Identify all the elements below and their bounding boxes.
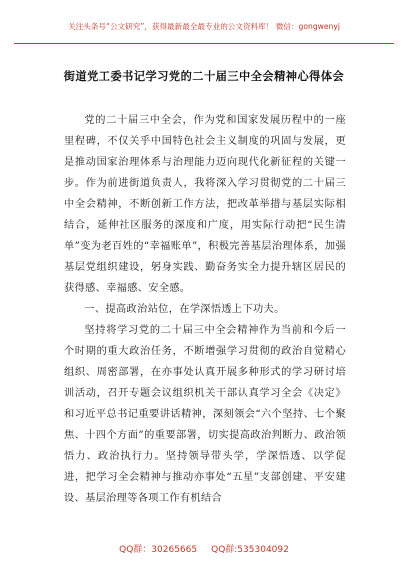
section-heading-1: 一、提高政治站位，在学深悟透上下功夫。 — [84, 304, 285, 315]
qq-group-2: QQ群:535304092 — [211, 545, 289, 555]
qq-footer — [0, 542, 408, 555]
document-body — [64, 110, 346, 509]
section-paragraph-1: 坚持将学习党的二十届三中全会精神作为当前和今后一个时期的重大政治任务，不断增强学习贯彻的政治自觉精心组织、周密部署，在亦事处认真开展多种形式的学习研讨培训活动，召开专题会议组织机关干部认真学习全会《决定》和习近平总书记重要讲话精神，深刻领会“六个坚持、七个聚焦、十四个方面”的重要部署，切实提高政治判断力、政治领悟力、政治执行力。坚持领导带头学，学深悟透、以学促进，把学习全会精神与推动亦事处“五星”支部创建、平安建设、基层治理等各项工作有机结合 — [64, 325, 346, 504]
document-title: 街道党工委书记学习党的二十届三中全会精神心得体会 — [63, 69, 345, 83]
header-divider — [14, 43, 394, 44]
intro-paragraph: 党的二十届三中全会，作为党和国家发展历程中的一座里程碑，不仅关乎中国特色社会主义制度的巩固与发展，更是推动国家治理体系与治理能力迈向现代化新征程的关键一步。作为前进街道负责人，我将深入学习贯彻党的二十届三中全会精神，不断创新工作方法，把改革举措与基层实际相结合，延伸社区服务的深度和广度，用实际行动把“民生清单”变为老百姓的“幸福账单”，积极完善基层治理体系，加强基层党组织建设，躬身实践、勤奋务实全力提升辖区居民的获得感、幸福感、安全感。 — [64, 115, 346, 294]
promo-header: 关注头条号“公文研究”，获得最新最全最专业的公文资料库！ 微信：gongwenyj — [68, 22, 340, 31]
qq-group-1: QQ群：30265665 — [119, 545, 198, 555]
